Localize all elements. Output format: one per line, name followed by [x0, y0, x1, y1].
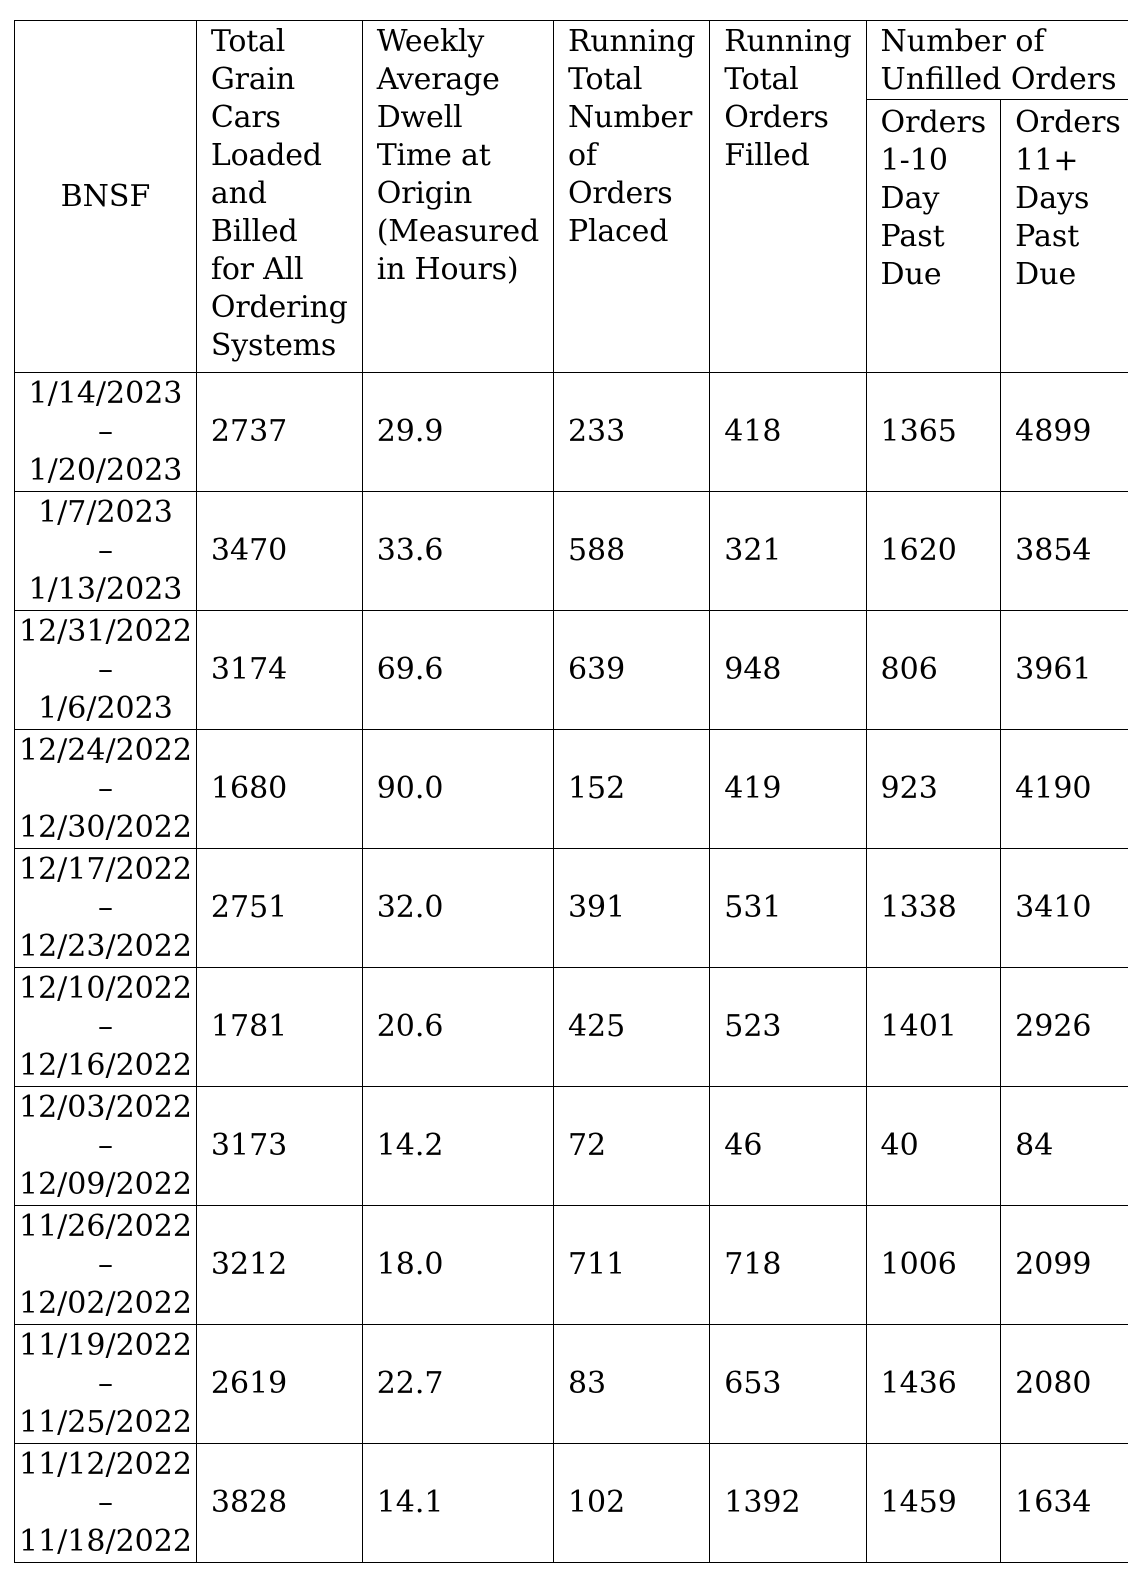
cell-total-grain-cars: 2737: [196, 373, 362, 492]
date-start: 11/26/2022: [19, 1209, 192, 1244]
cell-11-plus-days-past-due: 2080: [1001, 1325, 1128, 1444]
header-line: Past: [1015, 219, 1080, 254]
cell-date-range: [15, 730, 197, 849]
header-line: Loaded: [210, 138, 322, 173]
header-line: Orders: [1015, 105, 1121, 140]
header-line: Grain: [210, 62, 296, 97]
header-line: of: [567, 138, 597, 173]
cell-dwell-time: 69.6: [362, 611, 553, 730]
header-line: Days: [1015, 181, 1090, 216]
cell-dwell-time: 14.1: [362, 1444, 553, 1563]
cell-date-range: [15, 1325, 197, 1444]
grain-car-table: [14, 20, 1128, 1563]
date-end: 12/16/2022: [19, 1048, 192, 1083]
cell-orders-placed: 72: [553, 1087, 709, 1206]
date-start: 12/03/2022: [19, 1090, 192, 1125]
header-11-plus-days-past-due: [1001, 100, 1128, 373]
cell-orders-filled: 718: [710, 1206, 866, 1325]
cell-date-range: [15, 373, 197, 492]
header-line: Weekly: [376, 24, 485, 59]
header-1-10-days-past-due: [866, 100, 1001, 373]
cell-11-plus-days-past-due: 1634: [1001, 1444, 1128, 1563]
header-bnsf: BNSF: [15, 21, 197, 373]
date-end: 1/6/2023: [38, 691, 173, 726]
cell-dwell-time: 32.0: [362, 849, 553, 968]
cell-total-grain-cars: 3470: [196, 492, 362, 611]
cell-1-10-days-past-due: 40: [866, 1087, 1001, 1206]
date-separator: –: [97, 1009, 113, 1044]
header-line: in Hours): [376, 252, 519, 287]
cell-orders-placed: 425: [553, 968, 709, 1087]
table-row: [15, 849, 1128, 968]
cell-orders-filled: 653: [710, 1325, 866, 1444]
cell-date-range: [15, 1444, 197, 1563]
cell-orders-filled: 948: [710, 611, 866, 730]
date-separator: –: [97, 1366, 113, 1401]
cell-1-10-days-past-due: 1365: [866, 373, 1001, 492]
table-row: [15, 1206, 1128, 1325]
cell-total-grain-cars: 1680: [196, 730, 362, 849]
date-end: 1/13/2023: [28, 572, 183, 607]
date-end: 12/09/2022: [19, 1167, 192, 1202]
date-start: 12/17/2022: [19, 852, 192, 887]
cell-date-range: [15, 1087, 197, 1206]
cell-orders-placed: 83: [553, 1325, 709, 1444]
cell-dwell-time: 90.0: [362, 730, 553, 849]
date-separator: –: [97, 533, 113, 568]
cell-dwell-time: 14.2: [362, 1087, 553, 1206]
date-separator: –: [97, 652, 113, 687]
header-orders-filled: [710, 21, 866, 373]
cell-orders-placed: 102: [553, 1444, 709, 1563]
cell-11-plus-days-past-due: 3854: [1001, 492, 1128, 611]
table-row: [15, 1444, 1128, 1563]
header-line: Systems: [210, 328, 337, 363]
cell-total-grain-cars: 3174: [196, 611, 362, 730]
cell-date-range: [15, 849, 197, 968]
header-line: Total: [724, 62, 799, 97]
cell-orders-filled: 419: [710, 730, 866, 849]
cell-dwell-time: 18.0: [362, 1206, 553, 1325]
cell-date-range: [15, 492, 197, 611]
cell-orders-placed: 233: [553, 373, 709, 492]
cell-1-10-days-past-due: 1620: [866, 492, 1001, 611]
table-body: [15, 373, 1128, 1563]
date-start: 11/19/2022: [19, 1328, 192, 1363]
cell-11-plus-days-past-due: 4190: [1001, 730, 1128, 849]
date-start: 12/10/2022: [19, 971, 192, 1006]
date-start: 12/31/2022: [19, 614, 192, 649]
header-line: Orders: [567, 176, 673, 211]
date-separator: –: [97, 414, 113, 449]
cell-11-plus-days-past-due: 3961: [1001, 611, 1128, 730]
header-line: Number of: [880, 24, 1045, 59]
header-line: Ordering: [210, 290, 348, 325]
cell-dwell-time: 20.6: [362, 968, 553, 1087]
header-line: and: [210, 176, 267, 211]
cell-1-10-days-past-due: 1338: [866, 849, 1001, 968]
cell-dwell-time: 33.6: [362, 492, 553, 611]
cell-orders-placed: 391: [553, 849, 709, 968]
cell-orders-filled: 523: [710, 968, 866, 1087]
header-line: Due: [880, 257, 942, 292]
cell-date-range: [15, 611, 197, 730]
cell-dwell-time: 22.7: [362, 1325, 553, 1444]
cell-total-grain-cars: 3173: [196, 1087, 362, 1206]
header-line: Orders: [724, 100, 829, 135]
header-line: Dwell: [376, 100, 463, 135]
cell-total-grain-cars: 1781: [196, 968, 362, 1087]
header-line: Average: [376, 62, 500, 97]
header-line: Running: [567, 24, 696, 59]
table-row: [15, 373, 1128, 492]
header-line: Cars: [210, 100, 281, 135]
cell-orders-placed: 152: [553, 730, 709, 849]
cell-orders-filled: 531: [710, 849, 866, 968]
date-end: 12/02/2022: [19, 1286, 192, 1321]
table-row: [15, 968, 1128, 1087]
table-row: [15, 730, 1128, 849]
cell-total-grain-cars: 2751: [196, 849, 362, 968]
cell-1-10-days-past-due: 923: [866, 730, 1001, 849]
cell-1-10-days-past-due: 1436: [866, 1325, 1001, 1444]
date-start: 12/24/2022: [19, 733, 192, 768]
table-row: [15, 1325, 1128, 1444]
header-line: (Measured: [376, 214, 539, 249]
cell-orders-filled: 321: [710, 492, 866, 611]
cell-11-plus-days-past-due: 3410: [1001, 849, 1128, 968]
cell-total-grain-cars: 2619: [196, 1325, 362, 1444]
header-total-grain-cars: [196, 21, 362, 373]
date-end: 11/25/2022: [19, 1405, 192, 1440]
header-line: Orders: [880, 105, 987, 140]
cell-date-range: [15, 968, 197, 1087]
cell-1-10-days-past-due: 1401: [866, 968, 1001, 1087]
cell-11-plus-days-past-due: 2099: [1001, 1206, 1128, 1325]
table-row: [15, 492, 1128, 611]
cell-date-range: [15, 1206, 197, 1325]
cell-1-10-days-past-due: 1459: [866, 1444, 1001, 1563]
header-line: Unfilled Orders: [880, 62, 1117, 97]
table-row: [15, 1087, 1128, 1206]
cell-orders-placed: 639: [553, 611, 709, 730]
table-row: [15, 611, 1128, 730]
date-end: 1/20/2023: [28, 453, 183, 488]
cell-11-plus-days-past-due: 4899: [1001, 373, 1128, 492]
cell-total-grain-cars: 3212: [196, 1206, 362, 1325]
header-dwell-time: [362, 21, 553, 373]
header-unfilled-orders: [866, 21, 1128, 100]
header-line: Origin: [376, 176, 473, 211]
cell-dwell-time: 29.9: [362, 373, 553, 492]
cell-11-plus-days-past-due: 84: [1001, 1087, 1128, 1206]
date-start: 1/7/2023: [38, 495, 173, 530]
header-line: Filled: [724, 138, 810, 173]
header-line: for All: [210, 252, 304, 287]
header-line: Placed: [567, 214, 669, 249]
header-line: Total: [210, 24, 286, 59]
table-header: [15, 21, 1128, 373]
header-line: Day: [880, 181, 940, 216]
date-separator: –: [97, 890, 113, 925]
cell-1-10-days-past-due: 1006: [866, 1206, 1001, 1325]
cell-1-10-days-past-due: 806: [866, 611, 1001, 730]
header-line: Running: [724, 24, 852, 59]
cell-orders-filled: 418: [710, 373, 866, 492]
cell-orders-filled: 46: [710, 1087, 866, 1206]
cell-orders-filled: 1392: [710, 1444, 866, 1563]
date-end: 12/23/2022: [19, 929, 192, 964]
header-line: Total: [567, 62, 643, 97]
header-orders-placed: [553, 21, 709, 373]
date-end: 11/18/2022: [19, 1524, 192, 1559]
date-separator: –: [97, 1128, 113, 1163]
cell-11-plus-days-past-due: 2926: [1001, 968, 1128, 1087]
date-separator: –: [97, 1247, 113, 1282]
date-end: 12/30/2022: [19, 810, 192, 845]
date-start: 1/14/2023: [28, 376, 183, 411]
header-line: Number: [567, 100, 693, 135]
date-separator: –: [97, 771, 113, 806]
header-line: 1-10: [880, 143, 948, 178]
date-start: 11/12/2022: [19, 1447, 192, 1482]
cell-orders-placed: 711: [553, 1206, 709, 1325]
header-line: Time at: [376, 138, 491, 173]
header-line: Billed: [210, 214, 298, 249]
date-separator: –: [97, 1485, 113, 1520]
cell-total-grain-cars: 3828: [196, 1444, 362, 1563]
header-line: Past: [880, 219, 945, 254]
header-line: 11+: [1015, 143, 1079, 178]
header-line: Due: [1015, 257, 1077, 292]
cell-orders-placed: 588: [553, 492, 709, 611]
